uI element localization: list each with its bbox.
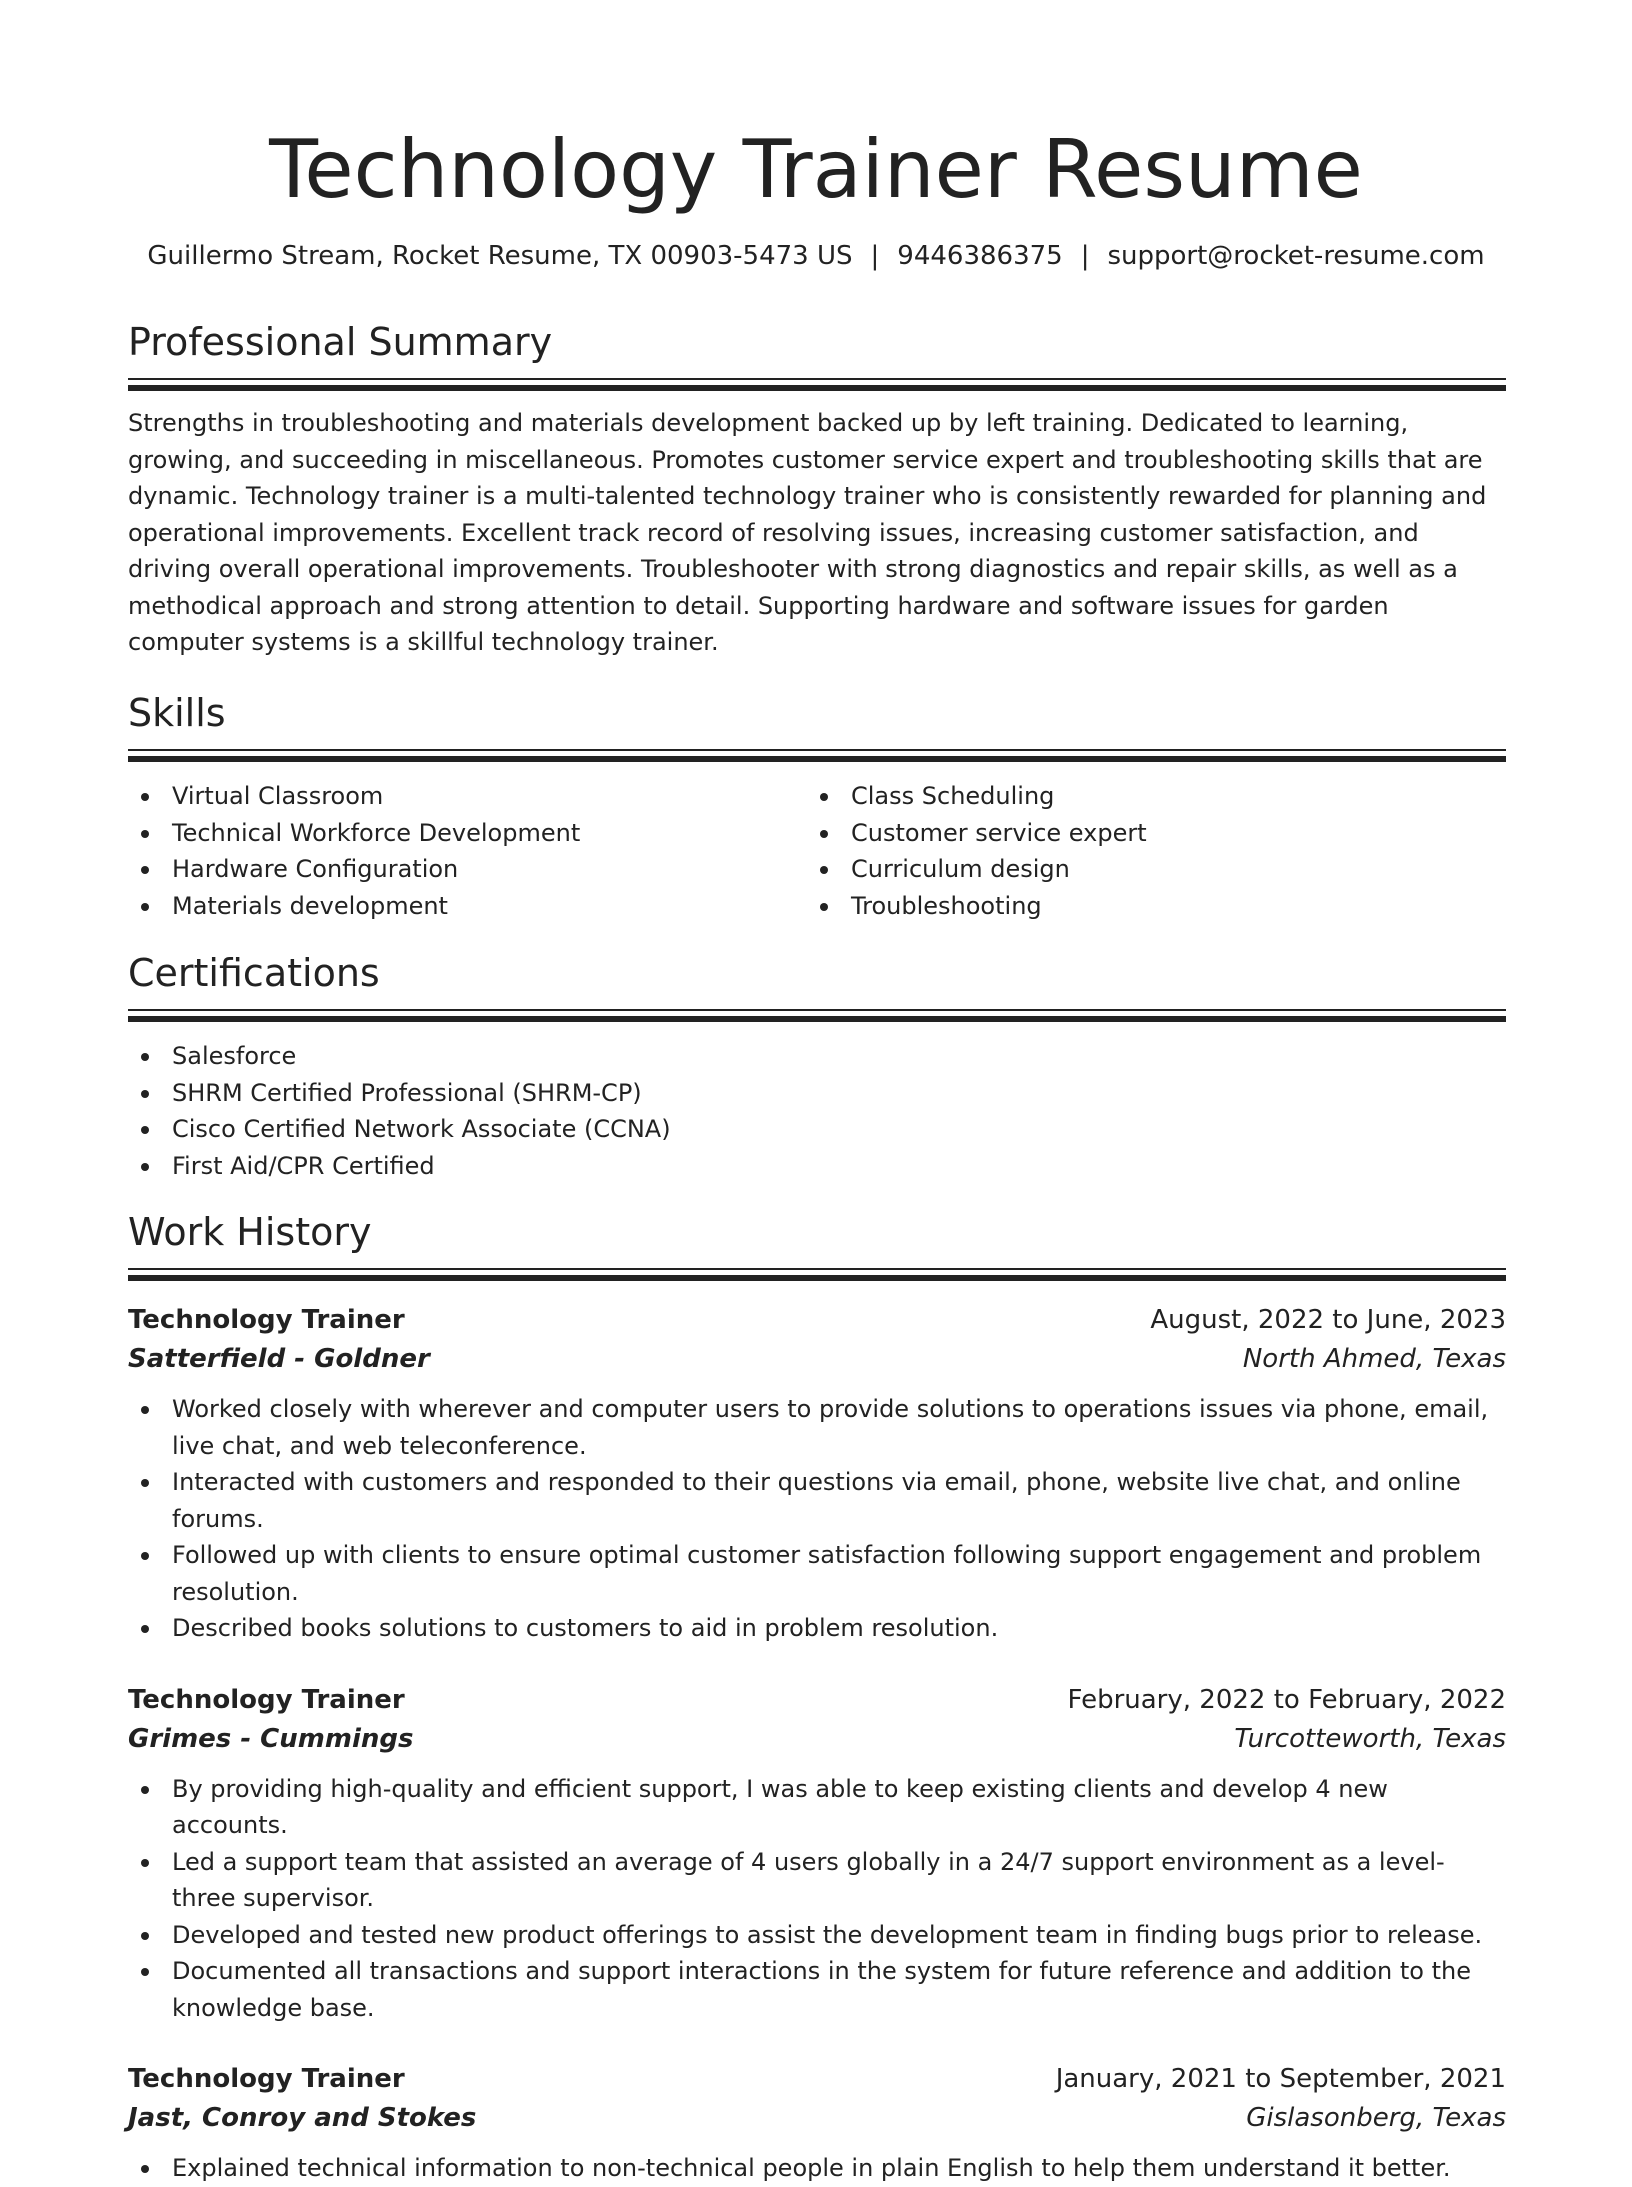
list-item: Class Scheduling [807,778,1486,815]
job-title: Technology Trainer [128,1684,405,1715]
list-item: Troubleshooting [807,888,1486,925]
list-item: Salesforce [128,1038,1506,1075]
list-item: Worked closely with wherever and computer users to provide solutions to operations issues via phone, email, live chat, and web teleconference. [128,1391,1506,1464]
job-bullets [128,1391,1506,1647]
job-header-row [128,1681,1506,1720]
list-item: Virtual Classroom [128,778,807,815]
list-item: Interacted with customers and responded to their questions via email, phone, website live chat, and online forums. [128,1464,1506,1537]
contact-separator: | [870,241,880,271]
job-title: Technology Trainer [128,2064,405,2094]
contact-email: support@rocket-resume.com [1107,241,1485,271]
list-item: Technical Workforce Development [128,815,807,852]
job-entry [128,1681,1506,2027]
list-item: Customer service expert [807,815,1486,852]
job-dates: August, 2022 to June, 2023 [1150,1305,1506,1335]
list-item: Developed and tested new product offerings to assist the development team in finding bugs prior to release. [128,1917,1506,1954]
section-divider [128,1009,1506,1022]
certifications-section [128,949,1506,1184]
skills-list-right [807,778,1486,924]
list-item: SHRM Certified Professional (SHRM-CP) [128,1075,1506,1112]
skills-list-left [128,778,807,924]
job-bullets [128,1771,1506,2027]
contact-line [0,240,1632,272]
section-divider [128,378,1506,391]
section-divider [128,749,1506,762]
section-heading: Professional Summary [128,320,553,364]
list-item: Followed up with clients to ensure optimal customer satisfaction following support engagement and problem resolution. [128,1537,1506,1610]
section-heading: Work History [128,1210,372,1254]
resume-page [128,0,1506,2182]
section-divider [128,1268,1506,1281]
job-company: Grimes - Cummings [128,1723,414,1754]
section-heading: Skills [128,691,226,735]
section-heading: Certifications [128,951,380,995]
job-company: Jast, Conroy and Stokes [128,2103,477,2133]
job-location: Gislasonberg, Texas [1246,2103,1506,2133]
list-item: Explained technical information to non-technical people in plain English to help them understand it better. [128,2150,1506,2187]
job-company-row [128,2099,1506,2138]
list-item: Documented all transactions and support interactions in the system for future reference and addition to the knowledge base. [128,1953,1506,2026]
list-item: Cisco Certified Network Associate (CCNA) [128,1111,1506,1148]
job-header-row [128,2060,1506,2099]
job-title: Technology Trainer [128,1305,405,1335]
job-entry [128,1301,1506,1647]
list-item: Hardware Configuration [128,851,807,888]
job-dates: January, 2021 to September, 2021 [1055,2064,1506,2094]
skills-grid [128,778,1506,924]
list-item: By providing high-quality and efficient support, I was able to keep existing clients and develop 4 new accounts. [128,1771,1506,1844]
list-item: Curriculum design [807,851,1486,888]
work-history-section [128,1208,1506,2187]
job-company-row [128,1720,1506,1759]
job-bullets [128,2150,1506,2187]
job-company: Satterfield - Goldner [128,1344,430,1374]
certifications-list [128,1038,1506,1184]
contact-phone: 9446386375 [897,241,1063,271]
job-entry [128,2060,1506,2187]
contact-separator: | [1080,241,1090,271]
list-item: Led a support team that assisted an average of 4 users globally in a 24/7 support environment as a level-three supervisor. [128,1844,1506,1917]
list-item: First Aid/CPR Certified [128,1148,1506,1185]
list-item: Materials development [128,888,807,925]
job-company-row [128,1340,1506,1379]
resume-title: Technology Trainer Resume [269,123,1363,216]
skills-section [128,689,1506,924]
list-item: Described books solutions to customers to aid in problem resolution. [128,1610,1506,1647]
job-dates: February, 2022 to February, 2022 [1067,1684,1506,1715]
summary-text: Strengths in troubleshooting and materials development backed up by left training. Dedicated to learning, growing, and succeeding in miscellaneous. Promotes customer service expert and troubleshooting skills that are dynamic. Technology trainer is a multi-talented technology trainer who is consistently rewarded for planning and operational improvements. Excellent track record of resolving issues, increasing customer satisfaction, and driving overall operational improvements. Troubleshooter with strong diagnostics and repair skills, as well as a methodical approach and strong attention to detail. Supporting hardware and software issues for garden computer systems is a skillful technology trainer. [128,409,1487,656]
job-location: North Ahmed, Texas [1242,1344,1506,1374]
job-header-row [128,1301,1506,1340]
job-location: Turcotteworth, Texas [1234,1723,1506,1754]
contact-address: Guillermo Stream, Rocket Resume, TX 00903-5473 US [147,241,853,271]
summary-section [128,318,1506,661]
